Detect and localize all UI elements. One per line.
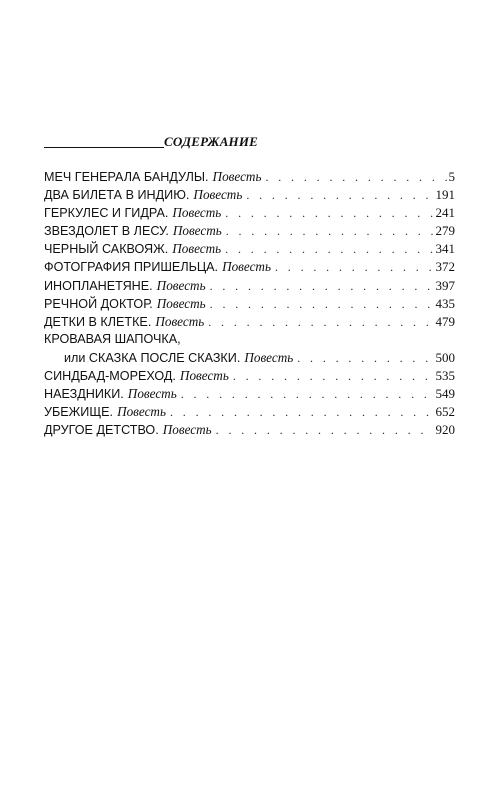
dot-leader: [210, 279, 434, 294]
dot-leader: [210, 297, 434, 312]
toc-entry: [44, 205, 455, 223]
entry-title: ДЕТКИ В КЛЕТКЕ.: [44, 314, 152, 329]
entry-page: 372: [435, 259, 455, 275]
toc-entry: [44, 259, 455, 277]
entry-genre: Повесть: [162, 422, 212, 438]
entry-genre: Повесть: [117, 404, 166, 420]
entry-title: ГЕРКУЛЕС И ГИДРА.: [44, 206, 169, 221]
heading-rule: [44, 147, 164, 148]
entry-title: ЧЕРНЫЙ САКВОЯЖ.: [44, 242, 169, 257]
entry-title-line1: КРОВАВАЯ ШАПОЧКА,: [44, 331, 181, 346]
toc-entry: [44, 422, 455, 440]
table-of-contents: [44, 169, 455, 440]
dot-leader: [208, 315, 433, 330]
entry-page: 279: [435, 223, 455, 239]
entry-title: ФОТОГРАФИЯ ПРИШЕЛЬЦА.: [44, 260, 219, 275]
entry-genre: Повесть: [156, 295, 206, 311]
dot-leader: [297, 351, 433, 366]
entry-genre: Повесть: [179, 368, 229, 384]
entry-title: ИНОПЛАНЕТЯНЕ.: [44, 278, 153, 293]
dot-leader: [181, 387, 434, 402]
entry-title: или СКАЗКА ПОСЛЕ СКАЗКИ.: [64, 350, 241, 365]
entry-genre: Повесть: [222, 259, 271, 275]
dot-leader: [233, 369, 434, 384]
entry-page: 241: [435, 205, 455, 221]
entry-page: 435: [435, 295, 455, 311]
dot-leader: [226, 224, 434, 239]
dot-leader: [246, 188, 433, 203]
entry-genre: Повесть: [244, 349, 294, 365]
entry-genre: Повесть: [172, 223, 222, 239]
toc-entry: [44, 368, 455, 386]
toc-entry: [44, 241, 455, 259]
entry-page: 920: [435, 422, 455, 438]
entry-page: 341: [435, 241, 455, 257]
entry-page: 191: [435, 187, 455, 203]
toc-entry: [44, 404, 455, 422]
toc-entry: [44, 386, 455, 404]
dot-leader: [216, 423, 434, 438]
entry-page: 549: [435, 386, 455, 402]
dot-leader: [225, 242, 433, 257]
entry-title: ДВА БИЛЕТА В ИНДИЮ.: [44, 188, 190, 203]
toc-entry: [44, 278, 455, 296]
entry-page: 500: [435, 349, 455, 365]
toc-entry: [44, 223, 455, 241]
toc-heading-text: СОДЕРЖАНИЕ: [164, 134, 259, 149]
entry-page: 652: [435, 404, 455, 420]
entry-page: 479: [435, 313, 455, 329]
entry-genre: Повесть: [172, 241, 222, 257]
toc-entry: [44, 350, 455, 368]
entry-genre: Повесть: [156, 277, 206, 293]
toc-entry: [44, 187, 455, 205]
entry-page: 535: [435, 368, 455, 384]
toc-entry: [44, 169, 455, 187]
entry-page: 397: [435, 277, 455, 293]
dot-leader: [225, 206, 433, 221]
dot-leader: [265, 170, 446, 185]
entry-page: 5: [448, 169, 455, 184]
entry-genre: Повесть: [193, 187, 243, 203]
dot-leader: [170, 405, 434, 420]
toc-entry: [44, 314, 455, 332]
entry-title: ЗВЕЗДОЛЕТ В ЛЕСУ.: [44, 224, 169, 239]
entry-genre: Повесть: [155, 313, 205, 329]
toc-entry-first-line: [44, 332, 455, 350]
entry-title: РЕЧНОЙ ДОКТОР.: [44, 296, 153, 311]
toc-entry: [44, 296, 455, 314]
entry-title: СИНДБАД-МОРЕХОД.: [44, 369, 176, 384]
entry-genre: Повесть: [172, 205, 222, 221]
entry-title: МЕЧ ГЕНЕРАЛА БАНДУЛЫ.: [44, 170, 209, 184]
entry-genre: Повесть: [127, 386, 177, 402]
dot-leader: [275, 260, 434, 275]
entry-title: УБЕЖИЩЕ.: [44, 405, 114, 420]
entry-genre: Повесть: [212, 169, 262, 184]
toc-heading: [44, 134, 259, 150]
entry-title: НАЕЗДНИКИ.: [44, 387, 124, 402]
entry-title: ДРУГОЕ ДЕТСТВО.: [44, 423, 159, 438]
